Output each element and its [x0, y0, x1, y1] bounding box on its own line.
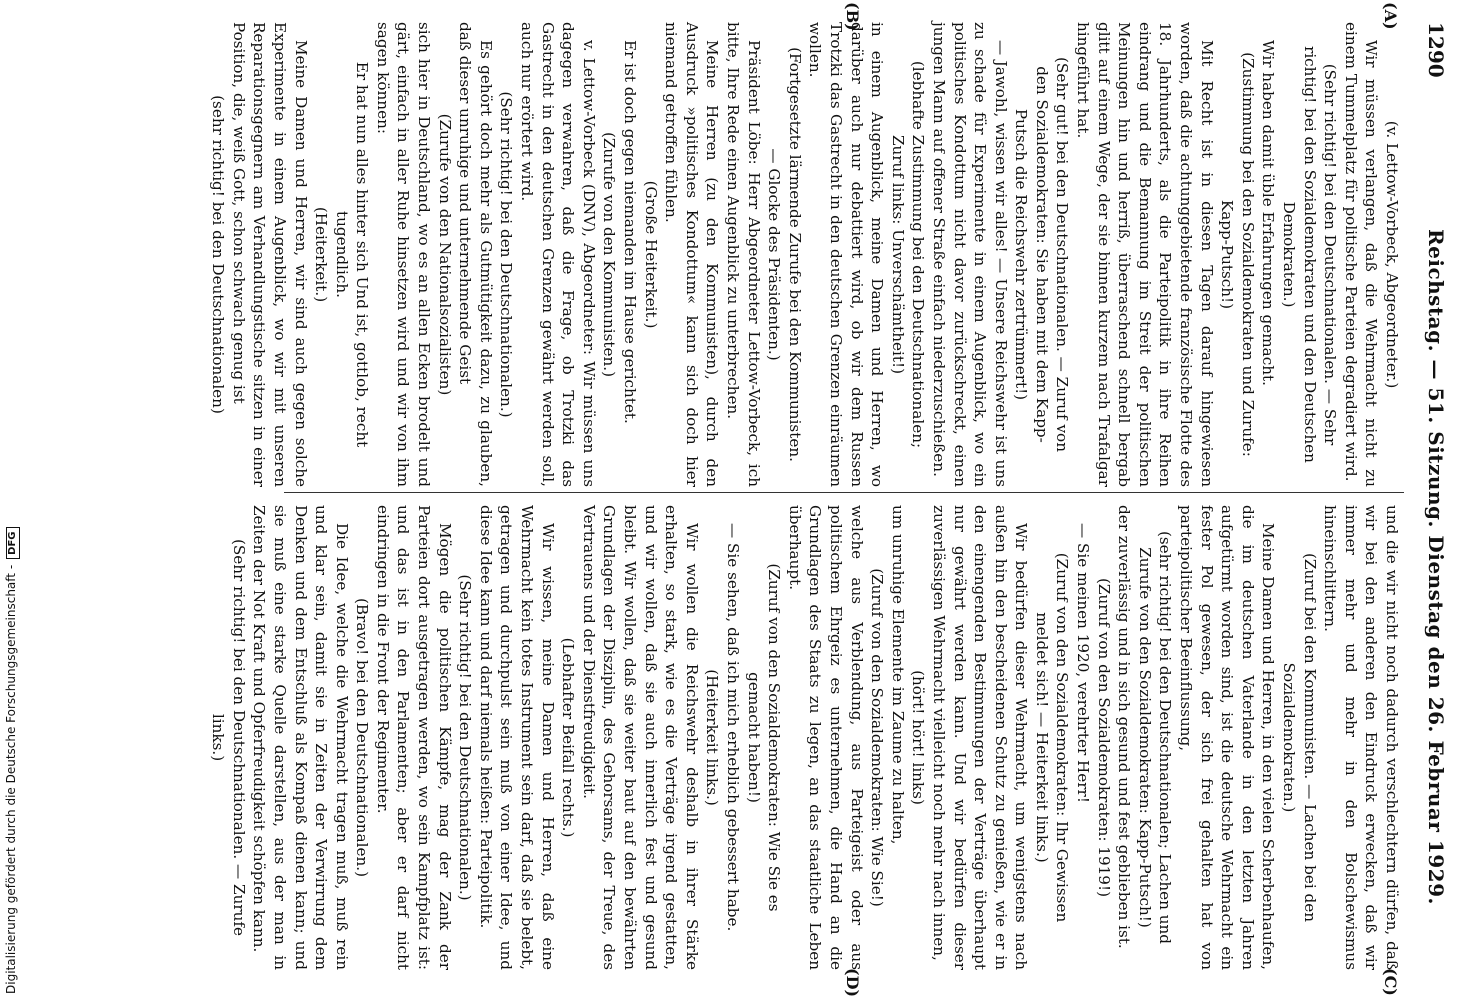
- running-title: Reichstag. — 51. Sitzung. Dienstag den 26. Februar 1929.: [1424, 229, 1448, 905]
- paragraph: der zuverlässig und in sich gesund und fest geblieben ist.: [1115, 505, 1134, 949]
- paragraph: — Jawohl, wissen wir alles! — Unsere Reichswehr ist uns zu schade für Experimente in einem Augenblick, wo ein politisches Kondottum nicht davor zurückschreckt, einen jungen Mann auf offener Straße einfach niederzuschießen.: [929, 22, 1010, 487]
- paragraph: sich hier in Deutschland, wo es an allen Ecken brodelt und gärt, einfach in aller Ruhe hinsetzen wird und wir von ihm sagen können:: [373, 22, 434, 487]
- column-divider: [284, 492, 1404, 493]
- interjection: (Sehr richtig! bei den Deutschnationalen. — Zurufe links.): [209, 538, 248, 937]
- page-number: 1290: [1424, 22, 1448, 78]
- right-column: [209, 505, 1402, 970]
- paragraph: Meine Damen und Herren, in den vielen Scherbenhaufen, die im deutschen Vaterlande in den letzten Jahren aufgetürmt worden sind, ist die deutsche Wehrmacht ein fester Pol gewesen, der sich frei gehalten hat von parteipolitischer Beeinflussung,: [1177, 505, 1278, 970]
- verse-quote: Er hat nun alles hinter sich Und ist, gottlob, recht tugendlich.: [332, 61, 372, 448]
- interjection: (Zurufe von den Nationalsozialisten): [435, 113, 454, 396]
- paragraph: — Sie meinen 1920, verehrter Herr!: [1074, 523, 1093, 803]
- interjection: (Zuruf bei den Kommunisten. — Lachen bei den Sozialdemokraten.): [1280, 552, 1319, 923]
- interjection: (Große Heiterkeit.): [641, 180, 660, 329]
- digitization-credit: [2, 0, 20, 994]
- speaker-line: (v. Lettow-Vorbeck, Abgeordneter.): [1383, 120, 1401, 389]
- paragraph: Wir wollen die Reichswehr deshalb in ihrer Stärke erhalten, so stark, wie es die Verträge irgend gestatten, und wir wollen, daß sie auch innerlich fest und gesund bleibt. Wir wollen, daß sie weiter baut auf den bewährten Grundlagen der Disziplin, des Gehorsams, der Treue, des Vertrauens und der Dienstfreudigkeit.: [579, 505, 701, 970]
- paragraph: in einem Augenblick, meine Damen und Herren, wo darüber auch nur debattiert wird, ob wir dem Russen Trotzki das Gastrecht in den deutschen Grenzen einräumen wollen.: [806, 22, 887, 487]
- interjection: (sehr richtig! bei den Deutschnationalen; Lachen und Zurufe von den Sozialdemokraten: Kapp-Putsch!): [1135, 530, 1175, 945]
- paragraph: Die Idee, welche die Wehrmacht tragen muß, muß rein und klar sein, damit sie in Zeiten der Verwirrung dem Denken und dem Entschluß als Kompaß dienen kann; und sie muß eine starke Quelle darstellen, aus der man in Zeiten der Not Kraft und Opferfreudigkeit schöpfen kann.: [250, 505, 351, 970]
- margin-marker-c: (C): [1381, 968, 1400, 996]
- interjection: (Bravo! bei den Deutschnationalen.): [353, 597, 372, 878]
- margin-marker-d: (D): [843, 968, 862, 998]
- paragraph: Meine Herren (zu den Kommunisten), durch den Ausdruck »politisches Kondottum« kann sich doch hier niemand getroffen fühlen.: [662, 22, 722, 487]
- paragraph: Wir wissen, meine Damen und Herren, daß eine Wehrmacht kein totes Instrument sein darf, daß sie belebt, getragen und durchpulst sein muß von einer Idee, und diese Idee kann und darf niemals heißen: Parteipolitik.: [476, 505, 557, 970]
- interjection: (Fortgesetzte lärmende Zurufe bei den Kommunisten. — Glocke des Präsidenten.): [765, 47, 804, 462]
- interjection: (sehr richtig! bei den Deutschnationalen): [209, 95, 228, 414]
- interjection: (Sehr richtig! bei den Deutschnationalen.): [456, 574, 475, 901]
- interjection: (lebhafte Zustimmung bei den Deutschnationalen; Zuruf links: Unverschämtheit!): [888, 60, 928, 449]
- credit-text: Digitalisierung gefördert durch die Deutsche Forschungsgemeinschaft -: [4, 564, 18, 994]
- paragraph: Mit Recht ist in diesen Tagen darauf hingewiesen worden, daß die achtunggebietende französische Flotte des 18. Jahrhunderts, als die Parteipolitik in ihre Reihen eindrang und die Bemannung im Streit der politischen Meinungen hin und herriß, überraschend schnell bergab glitt auf einem Wege, der sie binnen kurzem nach Trafalgar hingeführt hat.: [1074, 22, 1216, 487]
- interjection: (Zustimmung bei den Sozialdemokraten und Zurufe: Kapp-Putsch!): [1218, 52, 1257, 457]
- interjection: (Zuruf von den Sozialdemokraten: Wie Sie es gemacht haben!): [744, 563, 784, 912]
- interjection: (Zuruf von den Sozialdemokraten: Wie Sie!): [868, 568, 887, 907]
- paragraph: welche aus Verblendung, aus Parteigeist oder aus politischem Ehrgeiz es unternehmen, die Hand an die Grundlagen des Staats zu legen, an das staatliche Leben überhaupt.: [785, 505, 866, 970]
- paragraph: Meine Damen und Herren, wir sind auch gegen solche Experimente in einem Augenblick, wo wir mit unseren Reparationsgegnern am Verhandlungstische sitzen in einer Position, die, weiß Gott, schon schwach genug ist: [229, 22, 310, 487]
- paragraph: Wir müssen verlangen, daß die Wehrmacht nicht zu einem Tummelplatz für politische Parteien degradiert wird.: [1341, 22, 1381, 487]
- paragraph: — Sie sehen, daß ich mich erheblich gebessert habe.: [724, 523, 742, 932]
- interjection: (Sehr gut! bei den Deutschnationalen. — Zuruf von den Sozialdemokraten: Sie haben mit dem Kapp-Putsch die Reichswehr zertrümmert!): [1012, 57, 1072, 452]
- document-page: [209, 0, 1462, 1000]
- interjection: (Zuruf von den Sozialdemokraten: Ihr Gewissen meldet sich! — Heiterkeit links.): [1032, 552, 1072, 923]
- left-column: [209, 22, 1402, 487]
- president-statement: Präsident Löbe: Herr Abgeordneter Lettow-Vorbeck, ich bitte, Ihre Rede einen Augenblick zu unterbrechen.: [724, 22, 763, 487]
- interjection: (hört! hört! links): [909, 670, 928, 805]
- paragraph: Wir haben damit üble Erfahrungen gemacht.: [1259, 40, 1278, 386]
- margin-marker-b: (B): [843, 2, 862, 31]
- paragraph: Wir bedürfen dieser Wehrmacht, um wenigstens nach außen hin den bescheidenen Schutz zu genießen, wie er in den einengenden Bestimmungen der Verträge überhaupt nur gewährt werden kann. Und wir bedürfen dieser zuverlässigen Wehrmacht vielleicht noch mehr nach innen,: [929, 505, 1031, 970]
- paragraph: Es gehört doch mehr als Gutmütigkeit dazu, zu glauben, daß dieser unruhige und unternehmende Geist: [456, 22, 495, 487]
- interjection: (Sehr richtig! bei den Deutschnationalen. — Sehr richtig! bei den Sozialdemokraten und den Deutschen Demokraten.): [1280, 46, 1340, 463]
- paragraph: um unruhige Elemente im Zaume zu halten,: [888, 505, 907, 845]
- interjection: (Zuruf von den Sozialdemokraten: 1919!): [1094, 578, 1113, 897]
- interjection: (Sehr richtig! bei den Deutschnationalen.): [497, 91, 516, 418]
- dfg-logo: DFG: [6, 528, 20, 559]
- interjection: (Lebhafter Beifall rechts.): [559, 637, 578, 838]
- interjection: (Heiterkeit.): [312, 206, 331, 303]
- interjection: (Zurufe von den Kommunisten.): [600, 131, 619, 378]
- interjection: (Heiterkeit links.): [703, 669, 722, 806]
- margin-marker-a: (A): [1381, 2, 1400, 30]
- paragraph: und die wir nicht noch dadurch verschlechtern dürfen, daß wir bei den anderen den Eindruck erwecken, daß wir immer mehr und mehr in den Bolschewismus hineinschlittern.: [1321, 505, 1401, 970]
- paragraph: Mögen die politischen Kämpfe, mag der Zank der Parteien dort ausgetragen werden, wo sein Kampfplatz ist: und das ist in den Parlamenten; aber er darf nicht eindringen in die Front der Regimenter.: [373, 505, 454, 970]
- paragraph: Er ist doch gegen niemanden im Hause gerichtet.: [621, 40, 640, 424]
- speaker-statement: v. Lettow-Vorbeck (DNV), Abgeordneter: Wir müssen uns dagegen verwahren, daß die Frage, ob Trotzki das Gastrecht in den deutschen Grenzen gewährt werden soll, auch nur erörtert wird.: [518, 22, 598, 487]
- page-header: [1414, 22, 1448, 962]
